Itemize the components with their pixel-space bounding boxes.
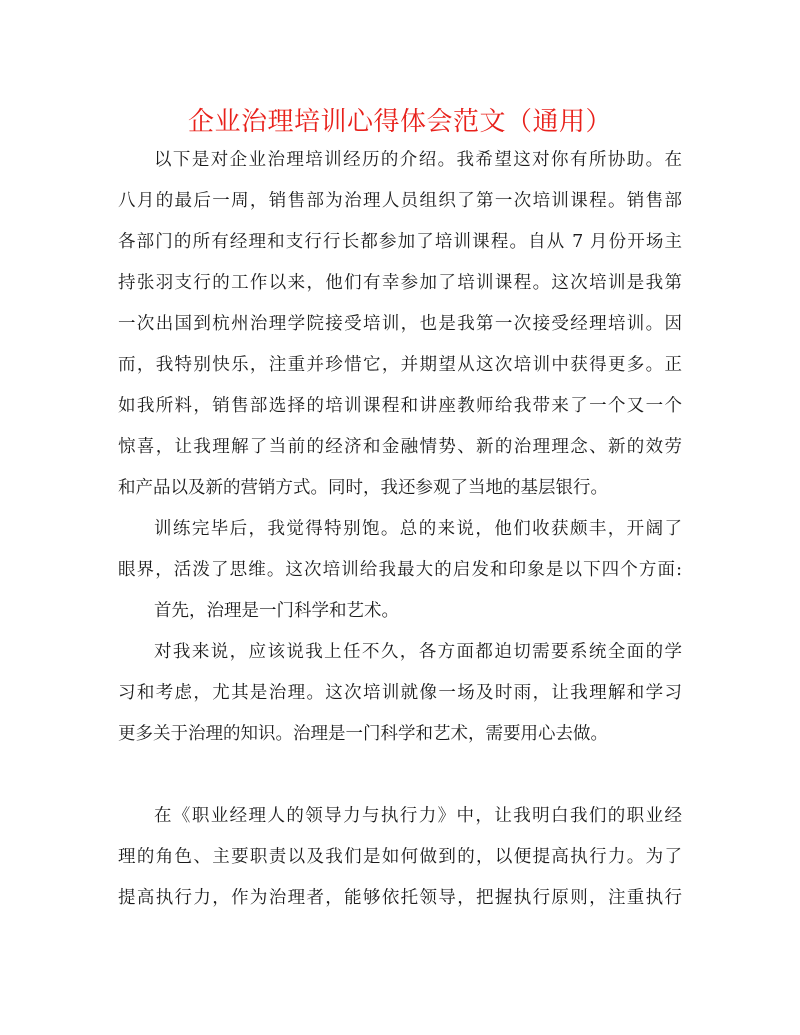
paragraph-line: 训练完毕后，我觉得特别饱。总的来说，他们收获颇丰，开阔了 bbox=[154, 519, 682, 539]
paragraph-line: 在《职业经理人的领导力与执行力》中，让我明白我们的职业经 bbox=[154, 806, 682, 826]
paragraph-line: 更多关于治理的知识。治理是一门科学和艺术，需要用心去做。 bbox=[118, 724, 608, 744]
paragraph-line: 而，我特别快乐，注重并珍惜它，并期望从这次培训中获得更多。正 bbox=[118, 355, 682, 375]
document-title: 企业治理培训心得体会范文（通用） bbox=[187, 107, 612, 137]
paragraph-line: 眼界，活泼了思维。这次培训给我最大的启发和印象是以下四个方面: bbox=[118, 560, 682, 580]
paragraph-line: 各部门的所有经理和支行行长都参加了培训课程。自从 7 月份开场主 bbox=[118, 232, 682, 252]
paragraph-line: 对我来说，应该说我上任不久，各方面都迫切需要系统全面的学 bbox=[154, 642, 682, 662]
paragraph-line: 持张羽支行的工作以来，他们有幸参加了培训课程。这次培训是我第 bbox=[118, 273, 682, 293]
paragraph-line: 惊喜，让我理解了当前的经济和金融情势、新的治理理念、新的效劳 bbox=[118, 437, 682, 457]
paragraph-line: 首先，治理是一门科学和艺术。 bbox=[154, 601, 399, 621]
paragraph-line: 一次出国到杭州治理学院接受培训，也是我第一次接受经理培训。因 bbox=[118, 314, 682, 334]
paragraph-line: 八月的最后一周，销售部为治理人员组织了第一次培训课程。销售部 bbox=[118, 191, 682, 211]
paragraph-line: 理的角色、主要职责以及我们是如何做到的，以便提高执行力。为了 bbox=[118, 847, 682, 867]
paragraph-line: 如我所料，销售部选择的培训课程和讲座教师给我带来了一个又一个 bbox=[118, 396, 682, 416]
paragraph-line: 习和考虑，尤其是治理。这次培训就像一场及时雨，让我理解和学习 bbox=[118, 683, 682, 703]
paragraph-line: 以下是对企业治理培训经历的介绍。我希望这对你有所协助。在 bbox=[154, 150, 682, 170]
paragraph-line: 提高执行力，作为治理者，能够依托领导，把握执行原则，注重执行 bbox=[118, 888, 682, 908]
paragraph-line: 和产品以及新的营销方式。同时，我还参观了当地的基层银行。 bbox=[118, 478, 608, 498]
